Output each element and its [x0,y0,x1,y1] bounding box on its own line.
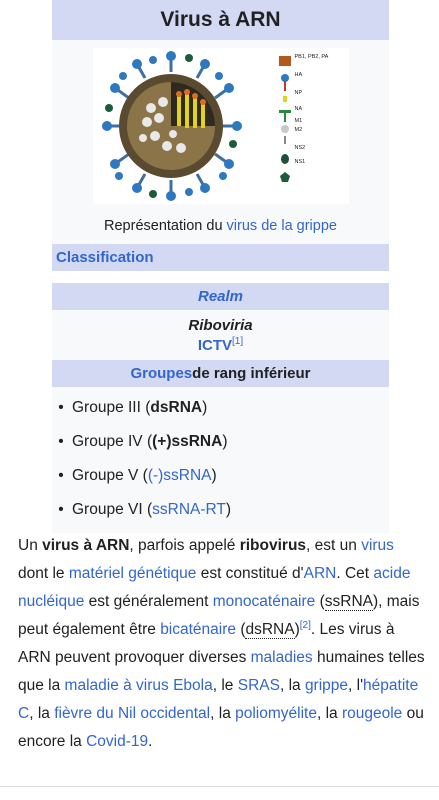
text: ( [236,621,246,638]
ictv-ref[interactable]: [1] [232,336,244,347]
caption-link-grippe[interactable]: virus de la grippe [226,218,337,234]
group-text: Groupe V ( [72,467,148,484]
text: , est un [306,537,362,554]
link-grippe[interactable]: grippe [304,677,349,694]
link-monocatenaire[interactable]: monocaténaire [212,593,316,610]
text: . Cet [336,565,374,582]
group-text: Groupe III ( [72,399,151,416]
article-paragraph [18,532,426,756]
link-rougeole[interactable]: rougeole [341,705,403,722]
list-item [52,425,389,459]
text: , la [279,677,305,694]
infobox-image-area [52,40,389,212]
bullet: • [58,501,64,518]
group-suffix: ) [225,501,232,518]
group-type: (+)ssRNA [152,433,223,450]
bullet: • [58,433,64,450]
infobox [52,0,389,533]
legend-m1: M1 [294,118,303,124]
group-suffix: ) [202,399,208,416]
infobox-title: Virus à ARN [52,0,389,40]
list-item [52,493,389,527]
text: , la [210,705,236,722]
link-covid-19[interactable]: Covid-19 [86,733,149,750]
bold-term: ribovirus [239,537,307,554]
abbr-dsrna[interactable]: dsRNA [245,621,295,638]
image-caption [52,212,389,244]
divider [52,271,389,283]
text: , le [212,677,238,694]
link-arn[interactable]: ARN [303,565,337,582]
ictv-link[interactable]: ICTV [197,337,233,354]
link-acide-nucleique[interactable]: acide nucléique [18,565,411,610]
bold-term: virus à ARN [42,537,130,554]
virus-illustration[interactable] [93,48,349,204]
link-materiel-genetique[interactable]: matériel génétique [68,565,197,582]
list-item [52,391,389,425]
legend-pb: PB1, PB2, PA [294,54,329,60]
text: dont le [18,565,69,582]
text: ou encore la [18,705,424,750]
link-poliomyelite[interactable]: poliomyélite [235,705,317,722]
text: , la [29,705,55,722]
group-text: Groupe VI ( [72,501,153,518]
group-link[interactable]: (-)ssRNA [147,467,212,484]
link-hepatite-c[interactable]: hépatite C [18,677,419,722]
link-bicatenaire[interactable]: bicaténaire [160,621,237,638]
text: est constitué d' [196,565,304,582]
legend-m2: M2 [294,127,303,133]
bottom-divider [0,786,439,787]
groups-header [52,360,389,387]
text: . Les virus à ARN peuvent provoquer diverses [18,621,395,666]
group-suffix: ) [211,467,217,484]
text: Un [18,537,43,554]
group-suffix: ) [222,433,228,450]
link-virus[interactable]: virus [361,537,394,554]
legend-ns2: NS2 [294,145,306,151]
legend-ha: HA [294,72,303,78]
text: ) [294,621,300,638]
legend-np: NP [294,90,303,96]
group-type: dsRNA [150,399,203,416]
link-maladies[interactable]: maladies [250,649,313,666]
groups-list [52,387,389,533]
group-link[interactable]: ssRNA-RT [152,501,226,518]
groups-header-rest: de rang inférieur [192,365,311,382]
caption-text: Représentation du [104,218,227,234]
realm-header[interactable]: Realm [52,283,389,310]
bullet: • [58,399,64,416]
realm-value: Riboviria [188,317,253,334]
text: ), mais peut également être [18,593,420,638]
virus-legend [295,54,329,166]
list-item [52,459,389,493]
legend-ns1: NS1 [294,159,306,165]
groups-link[interactable]: Groupes [130,365,193,382]
group-text: Groupe IV ( [72,433,153,450]
abbr-ssrna[interactable]: ssRNA [324,593,373,610]
text: . [148,733,153,750]
link-ebola[interactable]: maladie à virus Ebola [64,677,213,694]
text: , parfois appelé [129,537,240,554]
link-sras[interactable]: SRAS [237,677,280,694]
text: ( [315,593,325,610]
text: , l' [348,677,364,694]
text: humaines telles que la [18,649,425,694]
text: est généralement [84,593,213,610]
classification-header[interactable]: Classification [52,244,389,271]
realm-value-block [52,310,389,360]
reference-2[interactable]: [2] [299,619,311,631]
bullet: • [58,467,64,484]
legend-na: NA [294,106,303,112]
text: , la [316,705,342,722]
link-fievre-nil[interactable]: fièvre du Nil occidental [54,705,211,722]
